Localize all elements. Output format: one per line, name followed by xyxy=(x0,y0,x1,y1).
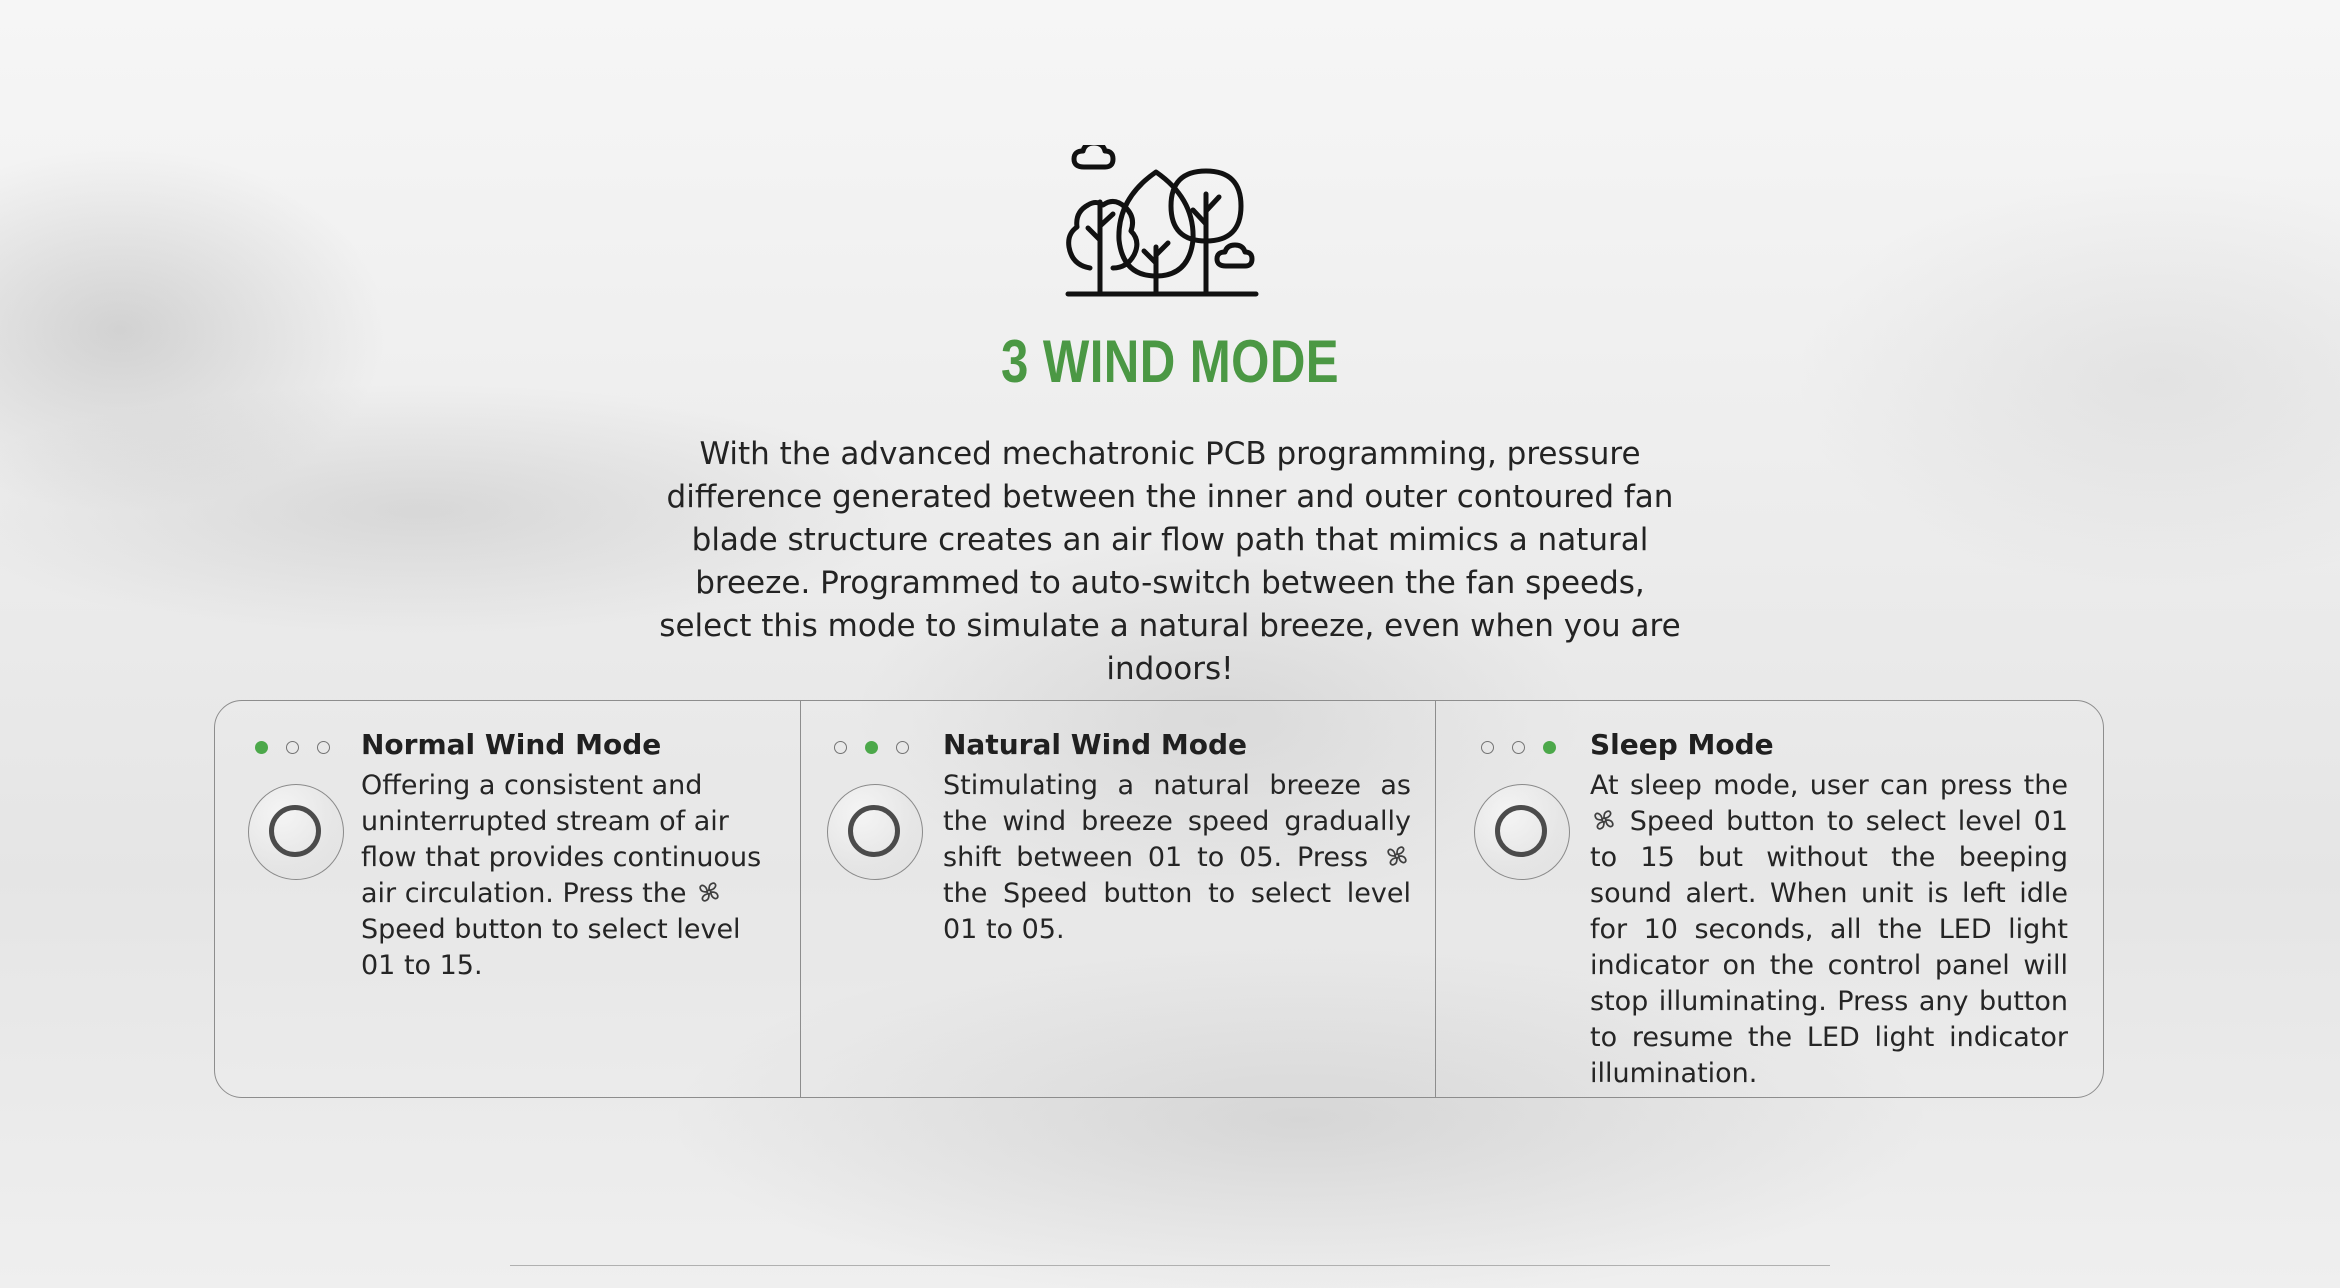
mode-button-icon xyxy=(1474,784,1570,880)
natural-wind-mode-description xyxy=(943,768,1411,948)
natural-wind-mode-card xyxy=(801,701,1436,1097)
mode-button-icon xyxy=(827,784,923,880)
mode-indicator-dot-1 xyxy=(1481,741,1494,754)
normal-wind-mode-card xyxy=(215,701,801,1097)
mode-indicator-dots xyxy=(1481,741,1556,754)
wind-mode-panel xyxy=(214,700,2104,1098)
natural-wind-mode-text-part-1: Stimulating a natural breeze as the wind breeze speed gradually shift between 01 to 05. Press xyxy=(943,770,1411,873)
intro-description: With the advanced mechatronic PCB programming, pressure difference generated between the inner and outer contoured fan blade structure creates an air flow path that mimics a natural breeze. Programmed to auto-switch between the fan speeds, select this mode to simulate a natural breeze, even when you are indoors! xyxy=(659,436,1681,687)
mode-indicator-dot-1 xyxy=(834,741,847,754)
mode-indicator-dots xyxy=(255,741,330,754)
sleep-mode-description xyxy=(1590,768,2068,1092)
normal-wind-mode-description xyxy=(361,768,771,984)
sleep-mode-text-part-2: Speed button to select level 01 to 15 but without the beeping sound alert. When unit is left idle for 10 seconds, all the LED light indicator on the control panel will stop illuminating. Press any button to resume the LED light indicator illumination. xyxy=(1590,806,2068,1089)
page-title: 3 WIND MODE xyxy=(1001,328,1339,395)
fan-speed-icon xyxy=(1385,844,1409,868)
mode-indicator-dot-2 xyxy=(286,741,299,754)
sleep-mode-title: Sleep Mode xyxy=(1590,728,1774,761)
mode-button-icon xyxy=(248,784,344,880)
natural-wind-mode-text-part-2: the Speed button to select level 01 to 05. xyxy=(943,878,1411,945)
mode-indicator-dot-1 xyxy=(255,741,268,754)
mode-indicator-dot-3 xyxy=(317,741,330,754)
normal-wind-mode-text-part-1: Offering a consistent and uninterrupted stream of air flow that provides continuous air circulation. Press the xyxy=(361,770,762,909)
natural-wind-mode-title: Natural Wind Mode xyxy=(943,728,1248,761)
normal-wind-mode-content xyxy=(361,725,771,984)
trees-icon xyxy=(1060,145,1280,305)
fan-speed-icon xyxy=(697,880,721,904)
sleep-mode-content xyxy=(1590,725,2068,1092)
normal-wind-mode-title: Normal Wind Mode xyxy=(361,728,662,761)
sleep-mode-text-part-1: At sleep mode, user can press the xyxy=(1590,770,2068,801)
natural-wind-mode-content xyxy=(943,725,1411,948)
mode-button-ring-icon xyxy=(848,805,900,857)
sleep-mode-card xyxy=(1436,701,2104,1097)
bottom-divider xyxy=(510,1265,1830,1266)
mode-button-ring-icon xyxy=(269,805,321,857)
mode-indicator-dot-3 xyxy=(1543,741,1556,754)
mode-indicator-dot-2 xyxy=(865,741,878,754)
mode-indicator-dot-2 xyxy=(1512,741,1525,754)
normal-wind-mode-text-part-2: Speed button to select level 01 to 15. xyxy=(361,914,741,981)
fan-speed-icon xyxy=(1592,808,1616,832)
mode-button-ring-icon xyxy=(1495,805,1547,857)
mode-indicator-dots xyxy=(834,741,909,754)
mode-indicator-dot-3 xyxy=(896,741,909,754)
